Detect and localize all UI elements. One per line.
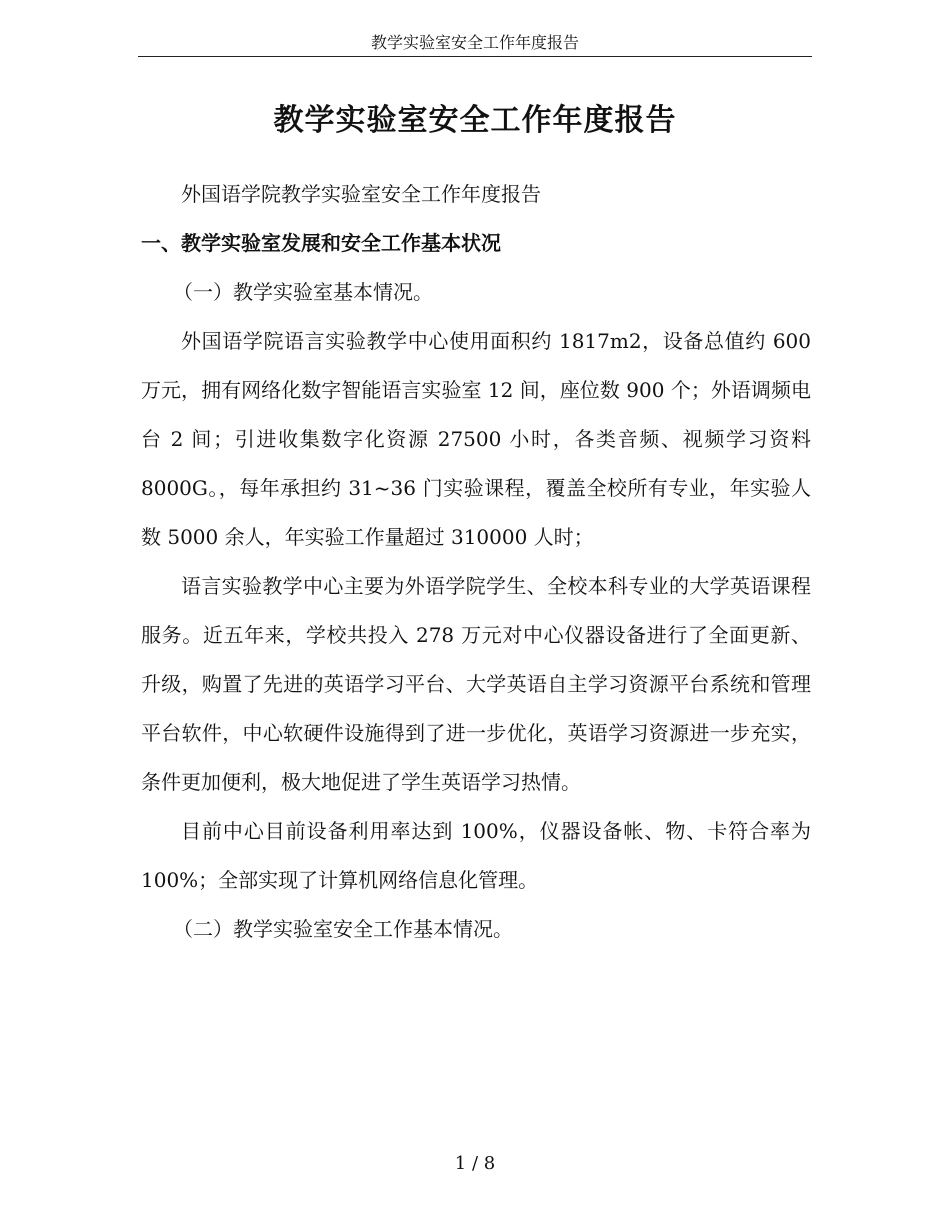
subsection-heading-1: （一）教学实验室基本情况。 (173, 280, 433, 304)
document-body (141, 170, 811, 954)
paragraph-services: 语言实验教学中心主要为外语学院学生、全校本科专业的大学英语课程服务。近五年来，学校共投入 278 万元对中心仪器设备进行了全面更新、升级，购置了先进的英语学习平台、大学英语自主学习资源平台系统和管理平台软件，中心软硬件设施得到了进一步优化，英语学习资源进一步充实，条件更加便利，极大地促进了学生英语学习热情。 (141, 574, 811, 794)
document-title: 教学实验室安全工作年度报告 (273, 103, 677, 138)
running-header: 教学实验室安全工作年度报告 (138, 30, 812, 57)
paragraph-facilities: 外国语学院语言实验教学中心使用面积约 1817m2，设备总值约 600 万元，拥有网络化数字智能语言实验室 12 间，座位数 900 个；外语调频电台 2 间；引进收集数字化资源 27500 小时，各类音频、视频学习资料 8000G。，每年承担约 31~36 门实验课程，覆盖全校所有专业，年实验人数 5000 余人，年实验工作量超过 310000 人时； (141, 329, 811, 549)
document-subtitle: 外国语学院教学实验室安全工作年度报告 (181, 182, 541, 206)
section-heading-1: 一、教学实验室发展和安全工作基本状况 (141, 231, 501, 255)
paragraph-utilization: 目前中心目前设备利用率达到 100%，仪器设备帐、物、卡符合率为 100%；全部实现了计算机网络信息化管理。 (141, 819, 811, 892)
page-number: 1 / 8 (454, 1153, 496, 1174)
subsection-heading-2: （二）教学实验室安全工作基本情况。 (173, 917, 513, 941)
